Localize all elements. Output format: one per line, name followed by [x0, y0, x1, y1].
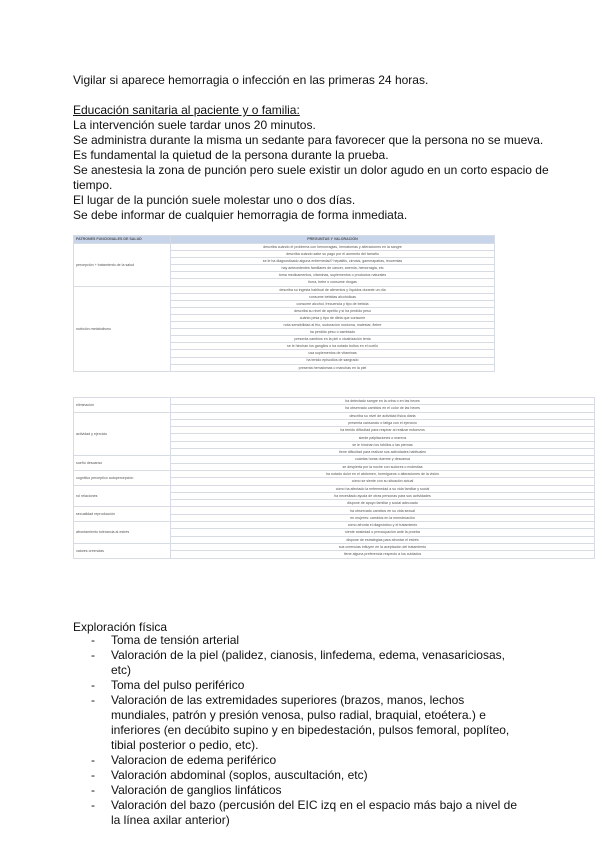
- pattern-category: sexualidad reproducción: [74, 507, 171, 522]
- pattern-question: siente palpitaciones o mareos: [171, 434, 595, 441]
- exploration-item: - Valoración de ganglios linfáticos: [73, 783, 523, 798]
- table-row: [74, 485, 595, 492]
- pattern-question: ha tenido dificultad para respirar al realizar esfuerzos: [171, 427, 595, 434]
- pattern-question: describa su nivel de apetito y si ha perdido peso: [171, 307, 495, 314]
- pattern-question: ha observado cambios en el color de las heces: [171, 405, 595, 412]
- table-header: PREGUNTAS Y VALORACIÓN: [171, 236, 495, 244]
- education-line: Se debe informar de cualquier hemorragia de forma inmediata.: [73, 208, 408, 222]
- education-line: El lugar de la punción suele molestar uno o dos días.: [73, 193, 356, 207]
- pattern-question: consume bebidas alcohólicas: [171, 293, 495, 300]
- pattern-question: ha necesitado ayuda de otras personas para sus actividades: [171, 492, 595, 499]
- table-row: [74, 507, 595, 514]
- exploration-item: - Valoración abdominal (soplos, auscultación, etc): [73, 768, 523, 783]
- exploration-list: [73, 633, 523, 828]
- exploration-item: - Valoracion de edema periférico: [73, 753, 523, 768]
- pattern-category: cognitivo perceptivo autopercepción: [74, 470, 171, 485]
- table-row: [74, 244, 495, 251]
- table-row: [74, 286, 495, 293]
- pattern-question: presenta cambios en la piel o cicatrización lenta: [171, 336, 495, 343]
- pattern-question: se despierta por la noche con sudores o molestias: [171, 463, 595, 470]
- health-patterns-table-2: [73, 397, 595, 559]
- pattern-question: fuma, bebe o consume drogas: [171, 279, 495, 286]
- pattern-question: en mujeres: cambios en la menstruación: [171, 514, 595, 521]
- pattern-category: eliminación: [74, 398, 171, 413]
- exploration-item: - Toma del pulso periférico: [73, 678, 523, 693]
- education-line: Se administra durante la misma un sedante para favorecer que la persona no se mueva.: [73, 133, 544, 147]
- table-row: [74, 470, 595, 477]
- pattern-question: usa suplementos de vitaminas: [171, 350, 495, 357]
- pattern-category: rol relaciones: [74, 485, 171, 507]
- pattern-question: ha perdido peso o cambiado: [171, 329, 495, 336]
- pattern-question: cuánto pesa y tipo de dieta que consume: [171, 314, 495, 321]
- pattern-question: consume alcohol, frecuencia y tipo de bebida: [171, 300, 495, 307]
- pattern-category: valores creencias: [74, 543, 171, 558]
- pattern-category: afrontamiento tolerancia al estrés: [74, 522, 171, 544]
- table-row: [74, 543, 595, 550]
- education-line: tiempo.: [73, 178, 113, 192]
- pattern-question: dispone de apoyo familiar y social adecuado: [171, 500, 595, 507]
- pattern-question: presenta cansancio o fatiga con el ejercicio: [171, 419, 595, 426]
- exploration-item: - Valoración de la piel (palidez, cianosis, linfedema, edema, venasariciosas, etc): [73, 648, 523, 678]
- pattern-category: percepción + tratamiento de la salud: [74, 244, 171, 287]
- education-line: Es fundamental la quietud de la persona durante la prueba.: [73, 148, 389, 162]
- education-line: La intervención suele tardar unos 20 minutos.: [73, 118, 316, 132]
- pattern-question: se le hinchan los tobillos o las piernas: [171, 441, 595, 448]
- table-header: PATRONES FUNCIONALES DE SALUD: [74, 236, 171, 244]
- pattern-question: cómo se siente con su situación actual: [171, 478, 595, 485]
- pattern-question: sus creencias influyen en la aceptación del tratamiento: [171, 543, 595, 550]
- pattern-question: presenta hematomas o manchas en la piel: [171, 364, 495, 371]
- pattern-question: describa cuándo el problema con hemorragias, hematomas y alteraciones en la sangre: [171, 244, 495, 251]
- pattern-question: se le hinchan los ganglios o ha notado bultos en el cuello: [171, 343, 495, 350]
- pattern-question: tiene alguna preferencia respecto a los cuidados: [171, 551, 595, 558]
- pattern-question: ha observado cambios en su vida sexual: [171, 507, 595, 514]
- table-row: [74, 398, 595, 405]
- pattern-question: describa su nivel de actividad física diaria: [171, 412, 595, 419]
- pattern-question: se le ha diagnosticado alguna enfermedad? hepatitis, cirrosis, gammapatías, leucemias: [171, 258, 495, 265]
- pattern-question: ha detectado sangre en la orina o en las heces: [171, 398, 595, 405]
- pattern-question: hay antecedentes familiares de cáncer, anemia, hemorragia, etc: [171, 265, 495, 272]
- health-patterns-table-1: [73, 235, 495, 372]
- education-line: Se anestesia la zona de punción pero suele existir un dolor agudo en un corto espacio de: [73, 163, 549, 177]
- exploration-item: - Toma de tensión arterial: [73, 633, 523, 648]
- education-title: Educación sanitaria al paciente y o familia:: [73, 103, 300, 117]
- table-row: [74, 522, 595, 529]
- pattern-question: siente ansiedad o preocupación ante la prueba: [171, 529, 595, 536]
- pattern-question: nota sensibilidad al frío, sudoración nocturna, malestar, fiebre: [171, 322, 495, 329]
- pattern-question: cuántas horas duerme y descansa: [171, 456, 595, 463]
- pattern-category: nutrición metabolismo: [74, 286, 171, 371]
- exploration-item: - Valoración del bazo (percusión del EIC izq en el espacio más bajo a nivel de la línea axilar anterior): [73, 798, 523, 828]
- pattern-question: ha tenido episodios de sangrado: [171, 357, 495, 364]
- pattern-question: tiene dificultad para realizar sus actividades habituales: [171, 449, 595, 456]
- table-row: [74, 456, 595, 463]
- pattern-question: describa su ingesta habitual de alimentos y líquidos durante un día: [171, 286, 495, 293]
- pattern-question: cómo afronta el diagnóstico y el tratamiento: [171, 522, 595, 529]
- pattern-question: cómo ha afectado la enfermedad a su vida familiar y social: [171, 485, 595, 492]
- pattern-question: dispone de estrategias para afrontar el estrés: [171, 536, 595, 543]
- table-row: [74, 412, 595, 419]
- intro-text: Vigilar si aparece hemorragia o infección en las primeras 24 horas.: [73, 73, 429, 87]
- pattern-category: sueño descanso: [74, 456, 171, 471]
- pattern-category: actividad y ejercicio: [74, 412, 171, 456]
- pattern-question: ha notado dolor en el abdomen, hormigueos o alteraciones de la visión: [171, 470, 595, 477]
- pattern-question: toma medicamentos, vitaminas, suplementos o productos naturales: [171, 272, 495, 279]
- exploration-title: Exploración física: [73, 620, 168, 634]
- exploration-item: - Valoración de las extremidades superiores (brazos, manos, lechos mundiales, patrón y presión venosa, pulso radial, braquial, etoétera.) e inferiores (en decúbito supino y en bipedestación, pulsos femoral, poplíteo, tibial posterior o pedio, etc).: [73, 693, 523, 753]
- pattern-question: describa cuándo sabe su pago por el aumento del tamaño: [171, 251, 495, 258]
